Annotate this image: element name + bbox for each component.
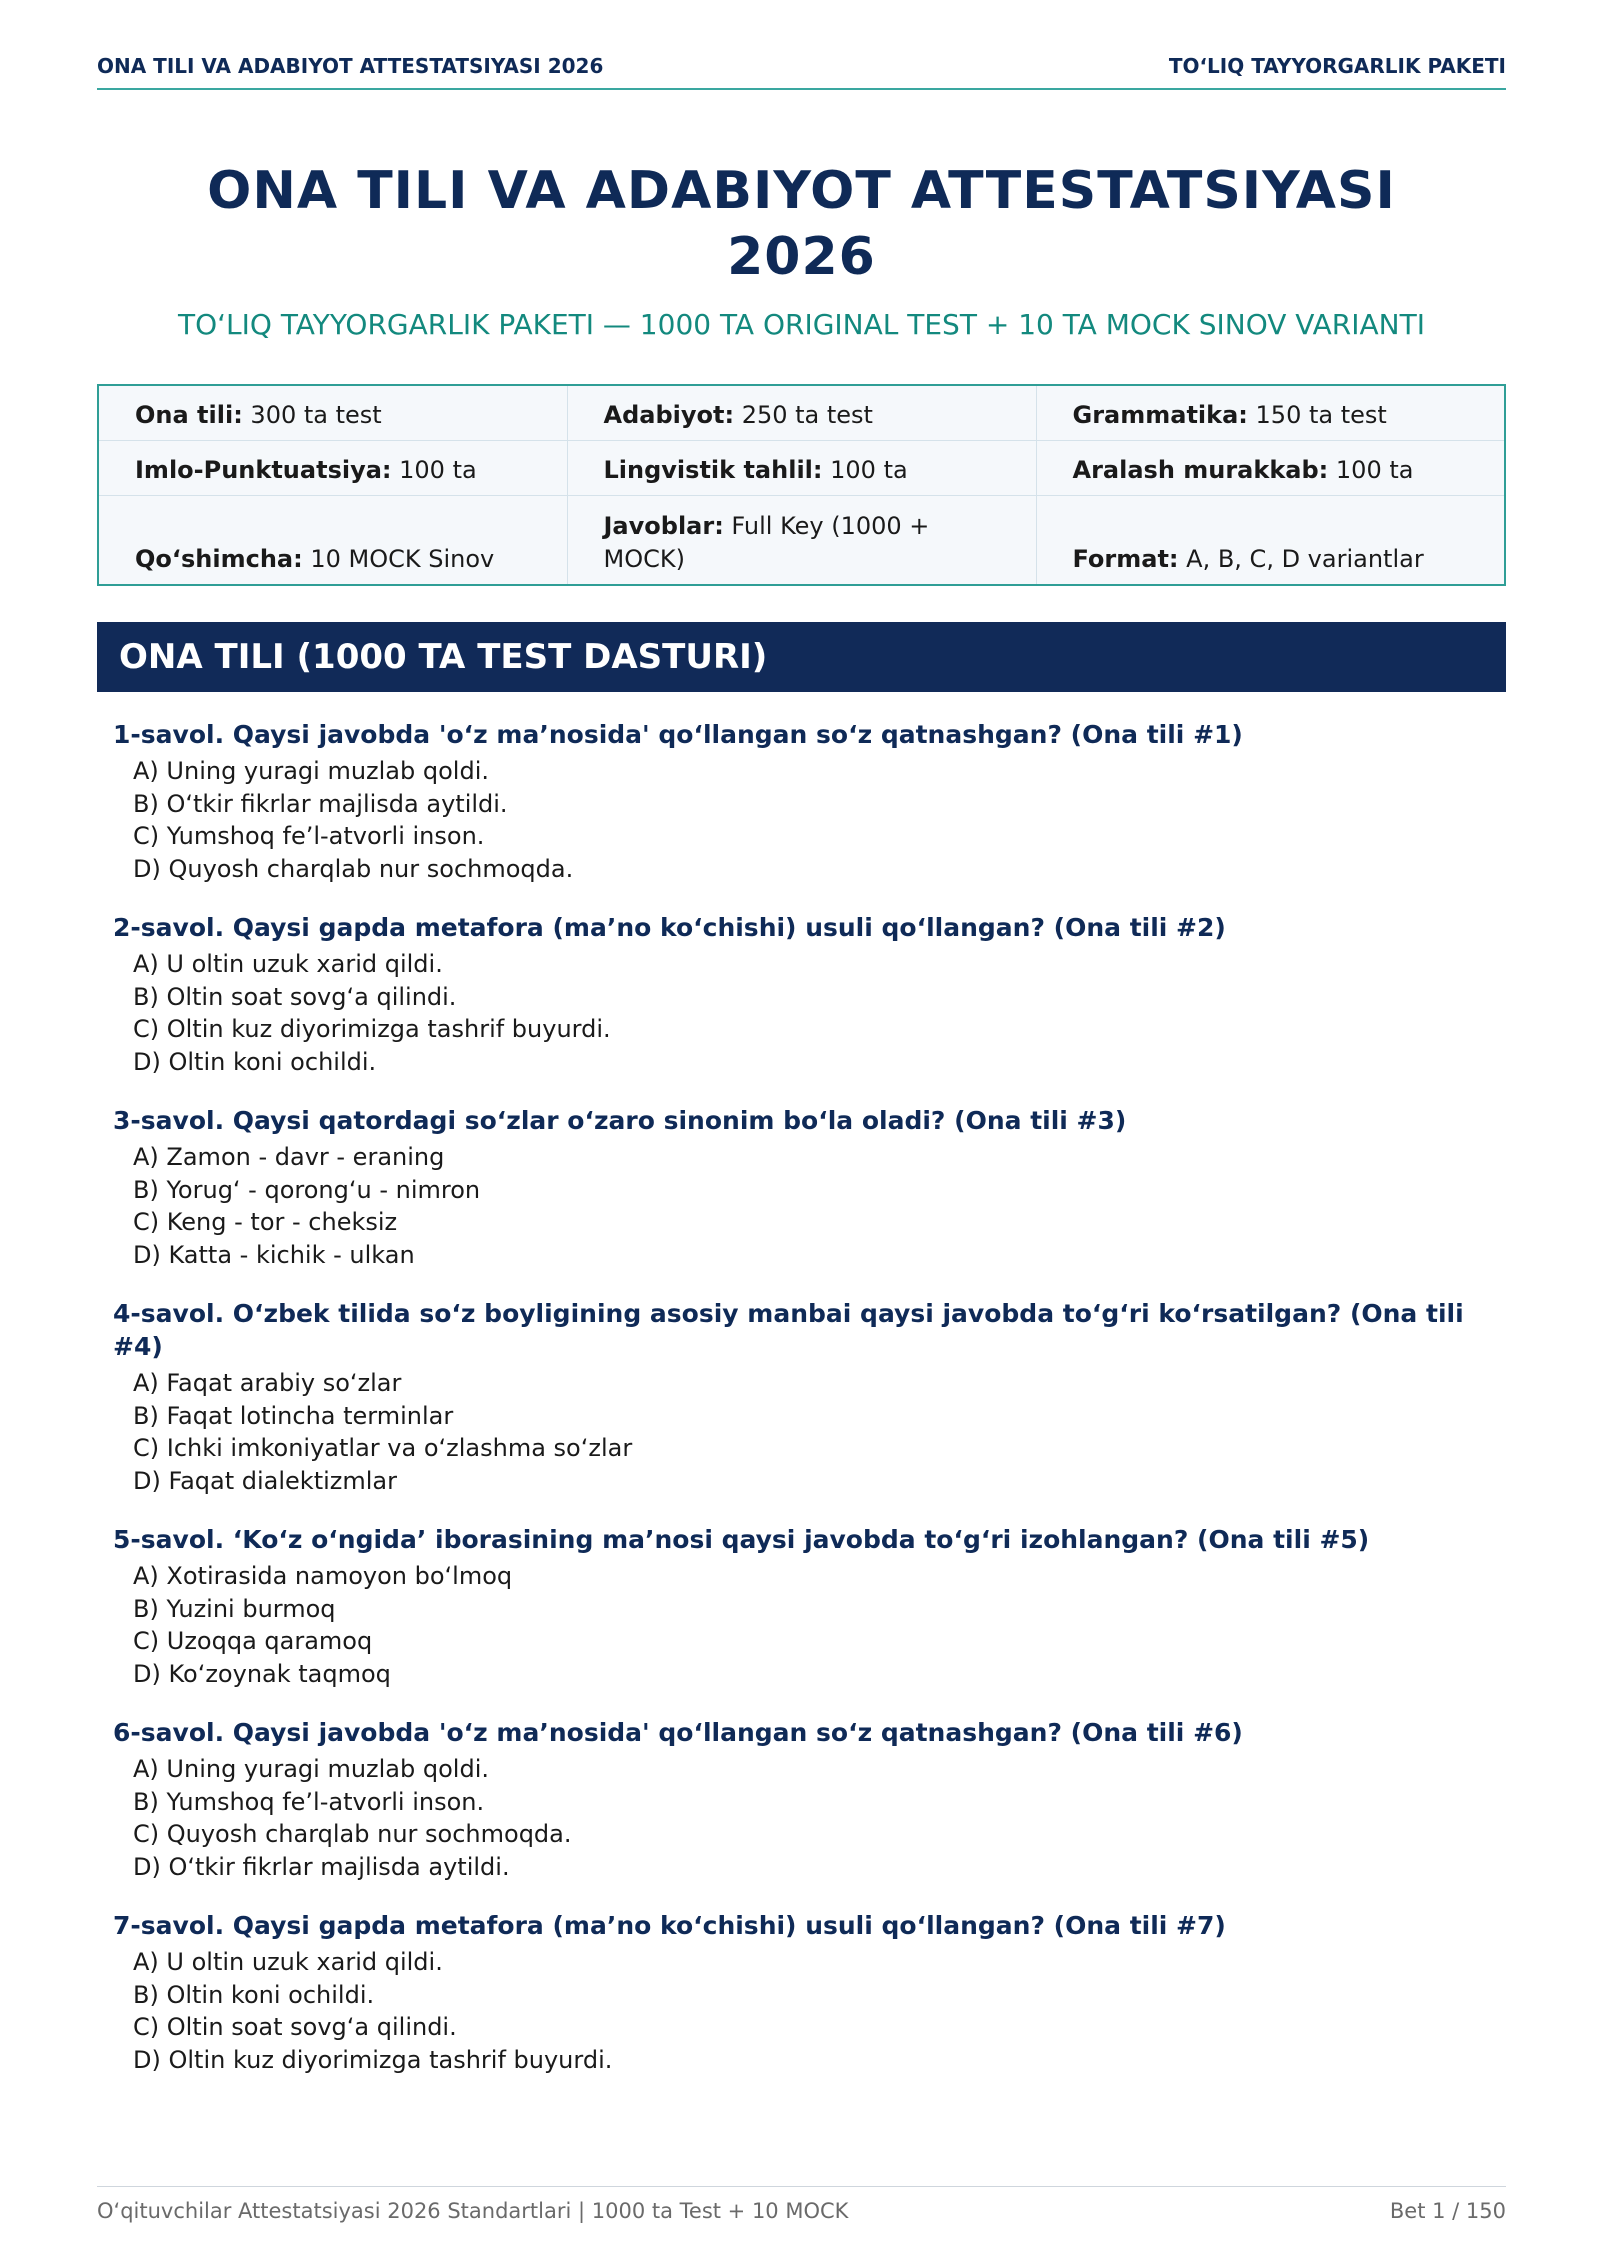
answer-option-b: B) Faqat lotincha terminlar (133, 1401, 454, 1430)
answer-option-a: A) U oltin uzuk xarid qildi. (133, 1948, 443, 1976)
question-item (113, 1104, 1493, 1271)
question-title: 4-savol. O‘zbek tilida so‘z boyligining asosiy manbai qaysi javobda to‘g‘ri ko‘rsatilgan? (Ona tili #4) (113, 1299, 1464, 1361)
page-subtitle: TO‘LIQ TAYYORGARLIK PAKETI — 1000 TA ORIGINAL TEST + 10 TA MOCK SINOV VARIANTI (178, 308, 1425, 341)
answer-option-b: B) Yumshoq fe’l-atvorli inson. (133, 1787, 485, 1816)
question-item (113, 911, 1493, 1078)
question-item (113, 718, 1493, 885)
answer-option-a: A) Faqat arabiy so‘zlar (133, 1369, 402, 1397)
page-title-line-2: 2026 (727, 227, 876, 287)
answer-option-d: D) Oltin koni ochildi. (133, 1047, 377, 1076)
summary-cell (98, 385, 567, 441)
summary-cell (1036, 496, 1505, 586)
question-item (113, 1716, 1493, 1883)
answer-option-d: D) Ko‘zoynak taqmoq (133, 1659, 391, 1688)
question-title: 2-savol. Qaysi gapda metafora (ma’no ko‘chishi) usuli qo‘llangan? (Ona tili #2) (113, 913, 1226, 942)
answer-option-d: D) O‘tkir fikrlar majlisda aytildi. (133, 1852, 510, 1881)
summary-value: 250 ta test (734, 401, 873, 429)
page-title (97, 158, 1506, 290)
summary-cell (567, 441, 1036, 496)
summary-label: Adabiyot: (603, 401, 735, 429)
answer-option-d: D) Faqat dialektizmlar (133, 1466, 397, 1495)
page-title-line-1: ONA TILI VA ADABIYOT ATTESTATSIYASI (207, 161, 1396, 221)
question-title: 7-savol. Qaysi gapda metafora (ma’no ko‘chishi) usuli qo‘llangan? (Ona tili #7) (113, 1911, 1226, 1940)
answer-option-d: D) Quyosh charqlab nur sochmoqda. (133, 854, 574, 883)
summary-label: Ona tili: (135, 401, 243, 429)
summary-value: 300 ta test (242, 401, 382, 429)
answer-option-c: C) Keng - tor - cheksiz (133, 1208, 398, 1236)
running-header (97, 54, 1506, 90)
summary-row (98, 496, 1505, 586)
question-list (113, 718, 1493, 2102)
question-item (113, 1297, 1493, 1497)
summary-cell (567, 385, 1036, 441)
summary-cell (98, 441, 567, 496)
document-page (97, 0, 1506, 2262)
summary-cell (1036, 385, 1505, 441)
summary-table (97, 384, 1506, 586)
answer-option-c: C) Uzoqqa qaramoq (133, 1627, 373, 1655)
answer-option-c: C) Quyosh charqlab nur sochmoqda. (133, 1820, 572, 1848)
answer-option-a: A) Zamon - davr - eraning (133, 1143, 445, 1171)
answer-option-a: A) Xotirasida namoyon bo‘lmoq (133, 1562, 513, 1590)
summary-value: 100 ta (1328, 456, 1414, 484)
answer-option-c: C) Oltin soat sovg‘a qilindi. (133, 2013, 457, 2041)
summary-cell (98, 496, 567, 586)
answer-option-a: A) Uning yuragi muzlab qoldi. (133, 1755, 489, 1783)
question-item (113, 1523, 1493, 1690)
summary-value: 100 ta (391, 456, 477, 484)
summary-cell (1036, 441, 1505, 496)
summary-value: A, B, C, D variantlar (1178, 545, 1424, 573)
question-title: 6-savol. Qaysi javobda 'o‘z ma’nosida' qo‘llangan so‘z qatnashgan? (Ona tili #6) (113, 1718, 1243, 1747)
answer-option-c: C) Oltin kuz diyorimizga tashrif buyurdi. (133, 1015, 611, 1043)
answer-option-b: B) Oltin soat sovg‘a qilindi. (133, 982, 457, 1011)
answer-option-a: A) U oltin uzuk xarid qildi. (133, 950, 443, 978)
summary-label: Javoblar: (603, 512, 724, 540)
summary-value: Full Key (1000 + MOCK) (603, 512, 930, 573)
summary-label: Qo‘shimcha: (135, 545, 303, 573)
question-item (113, 1909, 1493, 2076)
header-right-title: TO‘LIQ TAYYORGARLIK PAKETI (1168, 54, 1506, 78)
summary-row (98, 385, 1505, 441)
summary-row (98, 441, 1505, 496)
answer-option-b: B) O‘tkir fikrlar majlisda aytildi. (133, 789, 508, 818)
answer-option-c: C) Ichki imkoniyatlar va o‘zlashma so‘zlar (133, 1434, 633, 1462)
summary-value: 10 MOCK Sinov (302, 545, 495, 573)
answer-option-d: D) Oltin kuz diyorimizga tashrif buyurdi. (133, 2045, 613, 2074)
summary-label: Grammatika: (1072, 401, 1248, 429)
page-number: Bet 1 / 150 (1389, 2199, 1506, 2223)
summary-label: Aralash murakkab: (1072, 456, 1329, 484)
summary-label: Imlo-Punktuatsiya: (135, 456, 392, 484)
answer-option-b: B) Oltin koni ochildi. (133, 1980, 375, 2009)
question-title: 3-savol. Qaysi qatordagi so‘zlar o‘zaro sinonim bo‘la oladi? (Ona tili #3) (113, 1106, 1127, 1135)
summary-value: 150 ta test (1247, 401, 1387, 429)
running-footer (97, 2186, 1506, 2223)
summary-label: Lingvistik tahlil: (603, 456, 823, 484)
question-title: 5-savol. ‘Ko‘z o‘ngida’ iborasining ma’nosi qaysi javobda to‘g‘ri izohlangan? (Ona tili #5) (113, 1525, 1370, 1554)
summary-cell (567, 496, 1036, 586)
answer-option-c: C) Yumshoq fe’l-atvorli inson. (133, 822, 485, 850)
answer-option-a: A) Uning yuragi muzlab qoldi. (133, 757, 489, 785)
summary-value: 100 ta (822, 456, 908, 484)
question-title: 1-savol. Qaysi javobda 'o‘z ma’nosida' qo‘llangan so‘z qatnashgan? (Ona tili #1) (113, 720, 1243, 749)
answer-option-b: B) Yorug‘ - qorong‘u - nimron (133, 1175, 481, 1204)
footer-standard-text: O‘qituvchilar Attestatsiyasi 2026 Standartlari | 1000 ta Test + 10 MOCK (97, 2199, 849, 2223)
answer-option-b: B) Yuzini burmoq (133, 1594, 336, 1623)
section-heading: ONA TILI (1000 TA TEST DASTURI) (97, 622, 1506, 692)
summary-label: Format: (1072, 545, 1179, 573)
answer-option-d: D) Katta - kichik - ulkan (133, 1240, 415, 1269)
header-left-title: ONA TILI VA ADABIYOT ATTESTATSIYASI 2026 (97, 54, 604, 78)
